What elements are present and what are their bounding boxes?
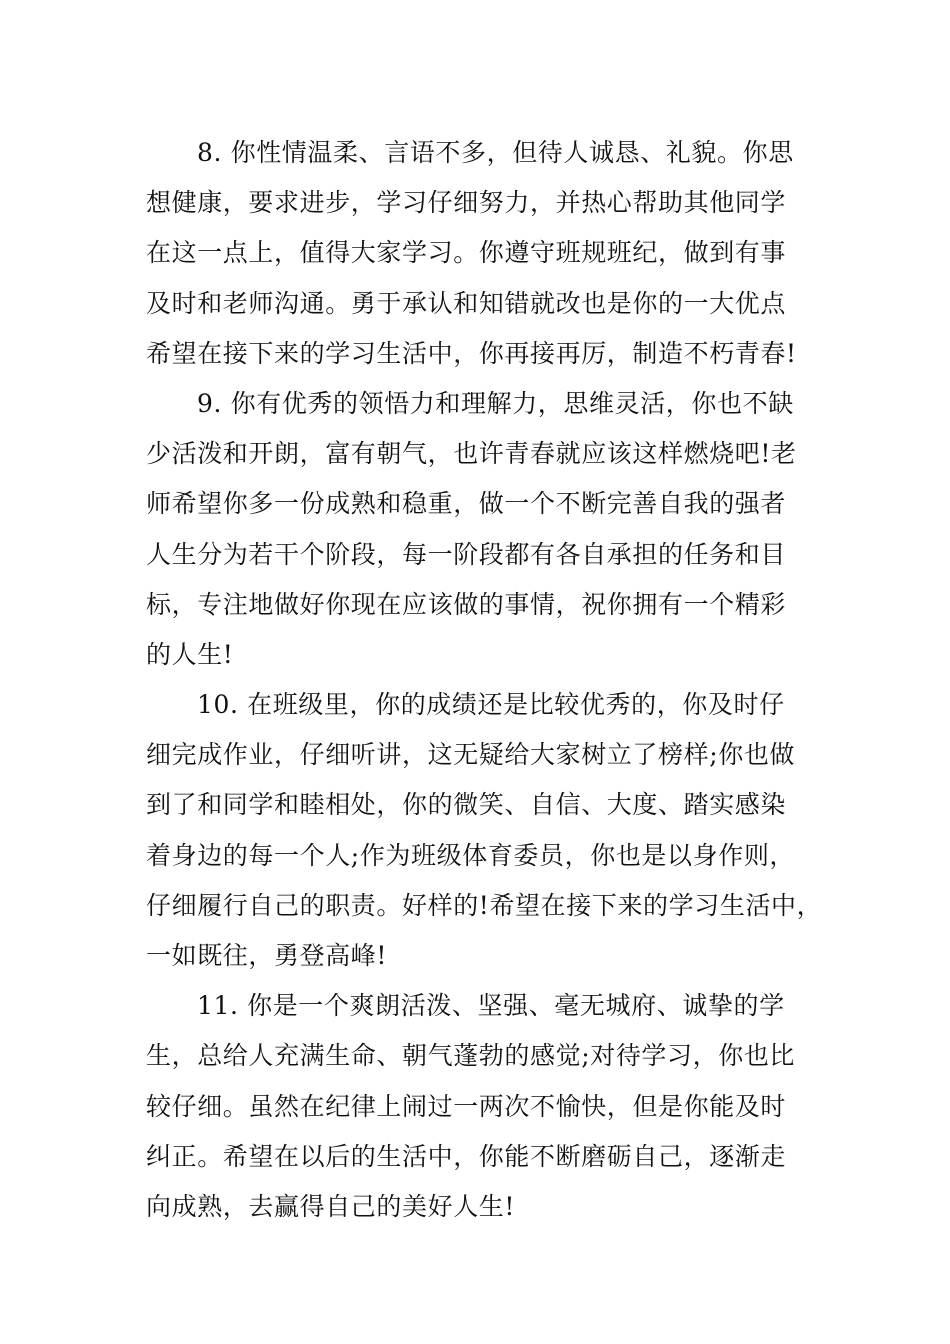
text-line: 少活泼和开朗，富有朝气，也许青春就应该这样燃烧吧!老 xyxy=(146,439,797,469)
paragraph-11 xyxy=(146,981,826,1232)
text-line: 一如既往，勇登高峰! xyxy=(146,941,388,970)
paragraph-10 xyxy=(146,680,826,981)
text-line: 10. 在班级里，你的成绩还是比较优秀的，你及时仔 xyxy=(197,690,785,720)
text-line: 人生分为若干个阶段，每一阶段都有各自承担的任务和目 xyxy=(146,539,787,569)
text-line: 11. 你是一个爽朗活泼、坚强、毫无城府、诚挚的学 xyxy=(197,991,785,1021)
text-line: 仔细履行自己的职责。好样的!希望在接下来的学习生活中， xyxy=(146,890,823,920)
text-line: 9. 你有优秀的领悟力和理解力，思维灵活，你也不缺 xyxy=(197,388,794,418)
text-line: 师希望你多一份成熟和稳重，做一个不断完善自我的强者 xyxy=(146,489,787,519)
text-line: 到了和同学和睦相处，你的微笑、自信、大度、踏实感染 xyxy=(146,790,787,820)
text-line: 生，总给人充满生命、朝气蓬勃的感觉;对待学习，你也比 xyxy=(146,1041,796,1071)
text-line: 在这一点上，值得大家学习。你遵守班规班纪，做到有事 xyxy=(146,238,787,268)
text-line: 细完成作业，仔细听讲，这无疑给大家树立了榜样;你也做 xyxy=(146,740,796,770)
document-body xyxy=(146,128,826,1232)
text-line: 希望在接下来的学习生活中，你再接再厉，制造不朽青春! xyxy=(146,338,797,368)
paragraph-9 xyxy=(146,379,826,680)
text-line: 纠正。希望在以后的生活中，你能不断磨砺自己，逐渐走 xyxy=(146,1141,787,1171)
text-line: 着身边的每一个人;作为班级体育委员，你也是以身作则， xyxy=(146,840,796,870)
text-line: 向成熟，去赢得自己的美好人生! xyxy=(146,1191,516,1221)
text-line: 标，专注地做好你现在应该做的事情，祝你拥有一个精彩 xyxy=(146,589,787,619)
text-line: 及时和老师沟通。勇于承认和知错就改也是你的一大优点 xyxy=(146,288,787,318)
text-line: 的人生! xyxy=(146,639,234,669)
paragraph-8 xyxy=(146,128,826,379)
text-line: 想健康，要求进步，学习仔细努力，并热心帮助其他同学 xyxy=(146,188,787,218)
text-line: 8. 你性情温柔、言语不多，但待人诚恳、礼貌。你思 xyxy=(197,138,794,167)
text-line: 较仔细。虽然在纪律上闹过一两次不愉快，但是你能及时 xyxy=(146,1091,787,1121)
